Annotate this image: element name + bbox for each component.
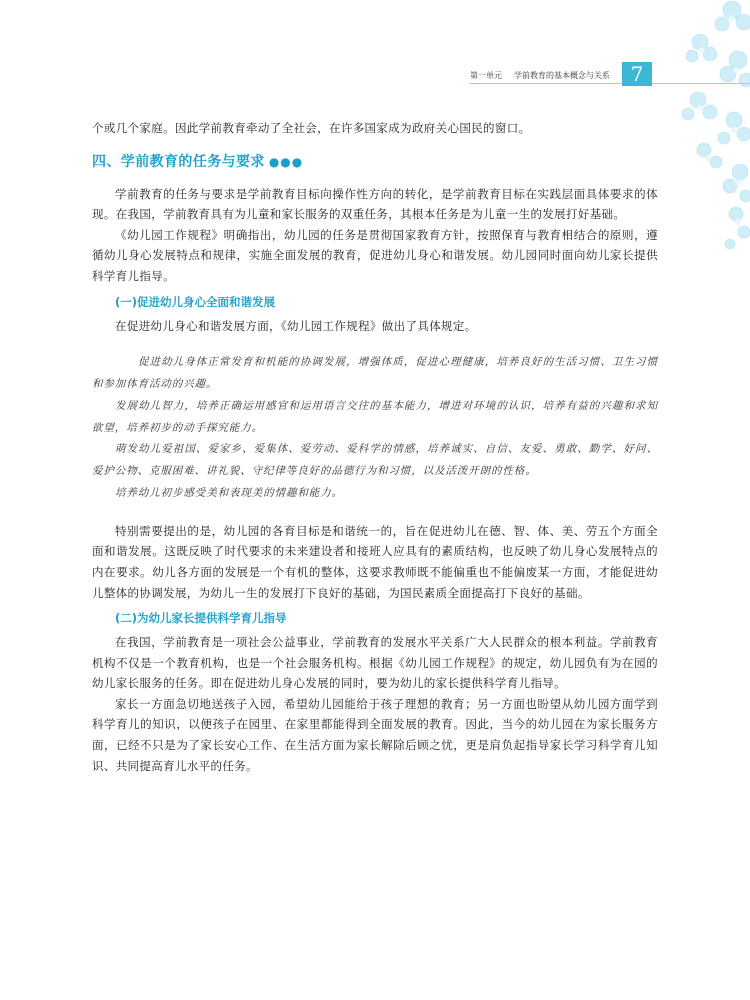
unit-title: 学前教育的基本概念与关系 — [514, 71, 610, 80]
subsection-title-2: (二)为幼儿家长提供科学育儿指导 — [115, 611, 287, 626]
page-content — [92, 118, 658, 776]
running-head — [458, 70, 610, 81]
quote-item: 促进幼儿身体正常发育和机能的协调发展，增强体质，促进心理健康，培养良好的生活习惯、卫生习惯和参加体育活动的兴趣。 — [92, 356, 658, 390]
paragraph-3: 特别需要提出的是，幼儿园的各育目标是和谐统一的，旨在促进幼儿在德、智、体、美、劳五个方面全面和谐发展。这既反映了时代要求的未来建设者和接班人应具有的素质结构，也反映了幼儿身心发展特点的内在要求。幼儿各方面的发展是一个有机的整体，这要求教师既不能偏重也不能偏废某一方面，才能促进幼儿整体的协调发展，为幼儿一生的发展打下良好的基础，为国民素质全面提高打下良好的基础。 — [92, 523, 658, 600]
header-rule — [470, 83, 750, 84]
page-number: 7 — [622, 62, 652, 86]
section-heading — [92, 151, 658, 171]
regulation-quote — [92, 352, 658, 505]
paragraph-1: 学前教育的任务与要求是学前教育目标向操作性方向的转化，是学前教育目标在实践层面具体要求的体现。在我国，学前教育具有为儿童和家长服务的双重任务，其根本任务是为儿童一生的发展打好基础。 — [92, 186, 658, 222]
paragraph-4: 在我国，学前教育是一项社会公益事业，学前教育的发展水平关系广大人民群众的根本利益。学前教育机构不仅是一个教育机构，也是一个社会服务机构。根据《幼儿园工作规程》的规定，幼儿园负有为在园的幼儿家长服务的任务。即在促进幼儿身心发展的同时，要为幼儿的家长提供科学育儿指导。 — [92, 635, 658, 691]
unit-label: 第一单元 — [470, 71, 502, 80]
page-header — [430, 66, 750, 86]
paragraph-2: 《幼儿园工作规程》明确指出，幼儿园的任务是贯彻国家教育方针，按照保育与教育相结合的原则，遵循幼儿身心发展特点和规律，实施全面发展的教育，促进幼儿身心和谐发展。幼儿园同时面向幼儿家长提供科学育儿指导。 — [92, 227, 658, 283]
subsection-1-intro: 在促进幼儿身心和谐发展方面，《幼儿园工作规程》做出了具体规定。 — [115, 318, 477, 333]
intro-paragraph: 个或几个家庭。因此学前教育牵动了全社会，在许多国家成为政府关心国民的窗口。 — [92, 121, 531, 135]
quote-item: 发展幼儿智力，培养正确运用感官和运用语言交往的基本能力，增进对环境的认识，培养有益的兴趣和求知欲望，培养初步的动手探究能力。 — [92, 399, 658, 434]
section-title: 四、学前教育的任务与要求 — [92, 153, 265, 170]
quote-item: 萌发幼儿爱祖国、爱家乡、爱集体、爱劳动、爱科学的情感，培养诚实、自信、友爱、勇敢、勤学、好问、爱护公物、克服困难、讲礼貌、守纪律等良好的品德行为和习惯，以及活泼开朗的性格。 — [92, 443, 658, 478]
quote-item: 培养幼儿初步感受美和表现美的情趣和能力。 — [115, 486, 343, 499]
paragraph-5: 家长一方面急切地送孩子入园，希望幼儿园能给于孩子理想的教育；另一方面也盼望从幼儿园方面学到科学育儿的知识，以便孩子在园里、在家里都能得到全面发展的教育。因此，当今的幼儿园在为家长服务方面，已经不只是为了家长安心工作、在生活方面为家长解除后顾之忧，更是肩负起指导家长学习科学育儿知识、共同提高育儿水平的任务。 — [92, 696, 658, 773]
subsection-title-1: (一)促进幼儿身心全面和谐发展 — [115, 294, 276, 309]
section-dots: ●●● — [268, 154, 304, 169]
